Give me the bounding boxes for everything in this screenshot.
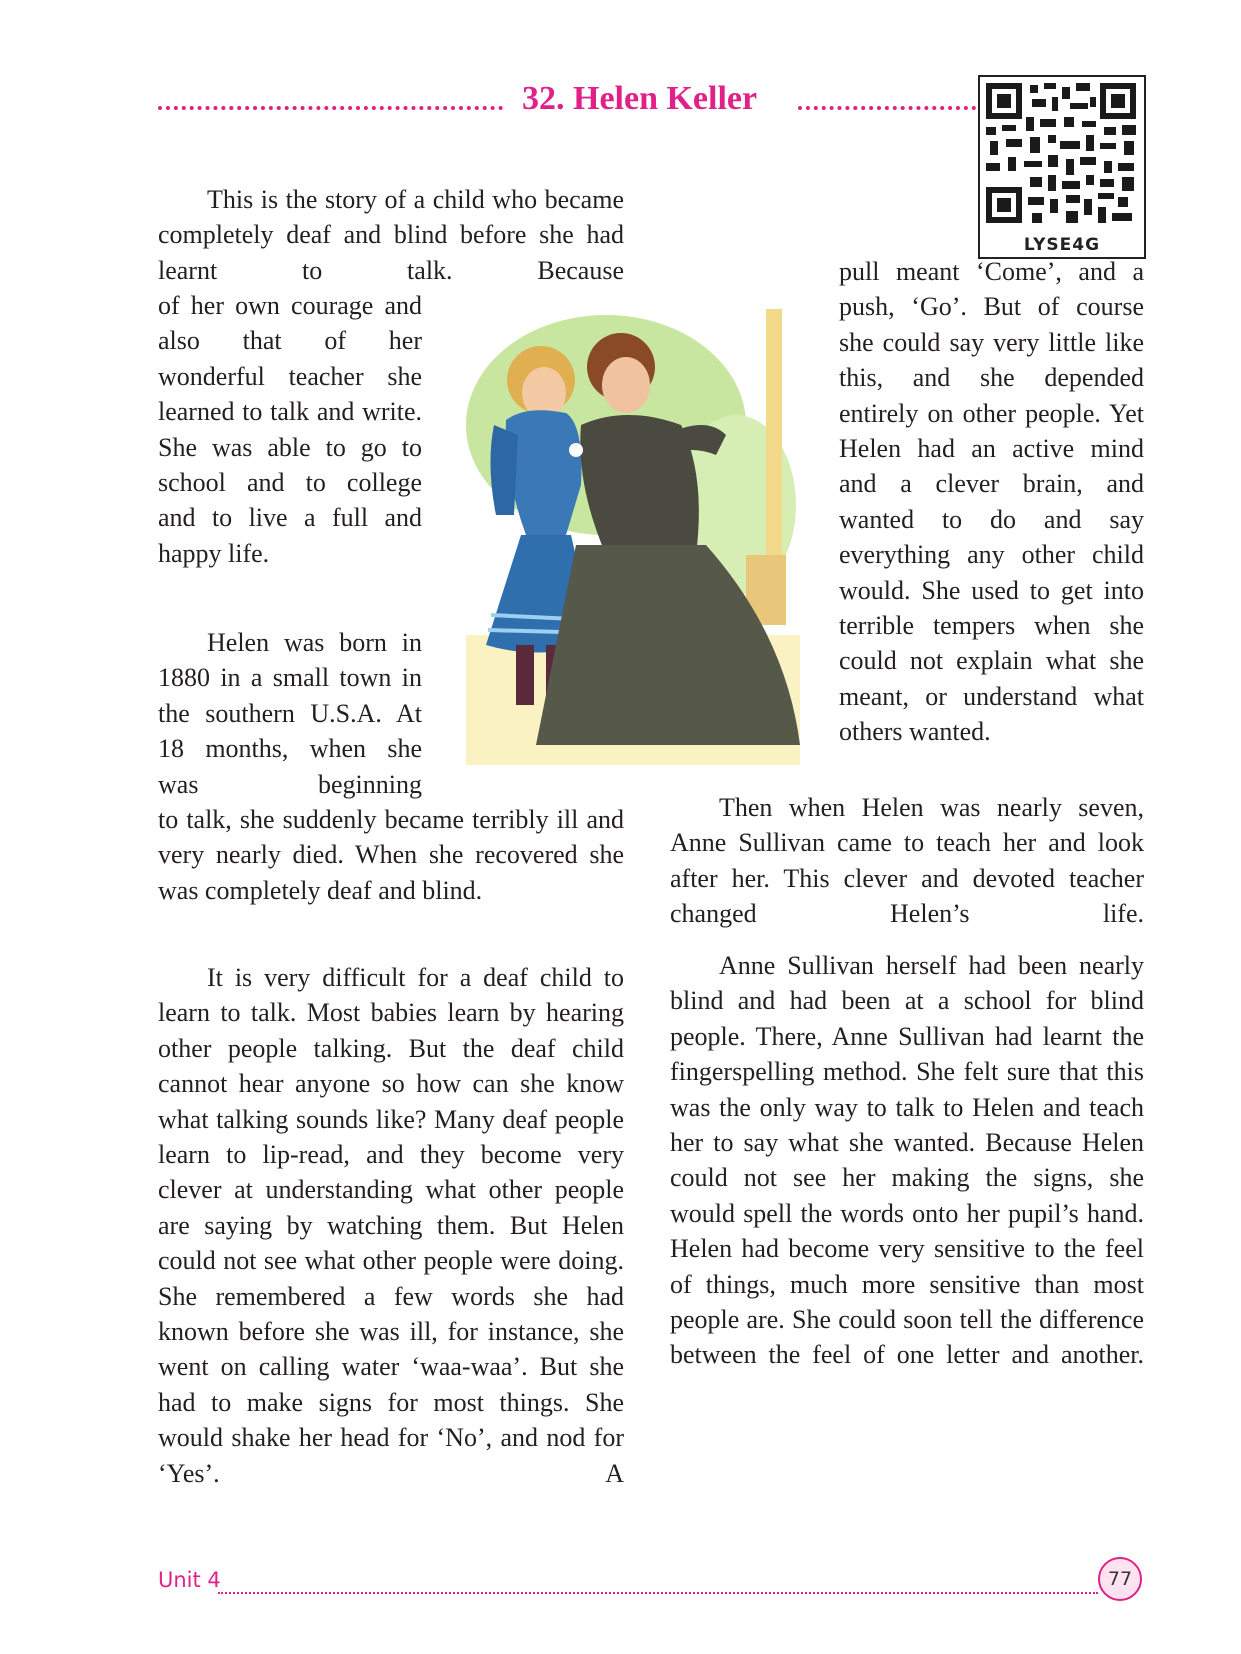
paragraph-1-wrap: of her own courage and also that of her wonderful teacher she learned to talk and write. She was able to go to school and to college and to live a full and happy life.: [158, 291, 422, 568]
title-dots-left: [158, 106, 503, 110]
page-number: 77: [1098, 1557, 1142, 1601]
paragraph-3: It is very difficult for a deaf child to learn to talk. Most babies learn by hearing other people talking. But the deaf child cannot hear anyone so how can she know what talking sounds like? Many deaf people learn to lip-read, and they become very clever at understanding what other people are saying by watching them. But Helen could not see what other people were doing. She remembered a few words she had known before she was ill, for instance, she went on calling water ‘waa-waa’. But she had to make signs for most things. She would shake her head for ‘No’, and nod for ‘Yes’. A: [158, 963, 624, 1488]
paragraph-1-top: This is the story of a child who became completely deaf and blind before she had learnt to talk. Because: [158, 185, 624, 285]
paragraph-6: Anne Sullivan herself had been nearly blind and had been at a school for blind people. There, Anne Sullivan had learnt the fingerspelling method. She felt sure that this was the only way to talk to Helen and teach her to say what she wanted. Because Helen could not see her making the signs, she would spell the words onto her pupil’s hand. Helen had become very sensitive to the feel of things, much more sensitive than most people are. She could soon tell the difference between the feel of one letter and another.: [670, 951, 1144, 1370]
title-dots-right: [798, 106, 976, 110]
qr-code: [978, 75, 1146, 259]
title-row: [158, 82, 978, 122]
paragraph-2-wrap: Helen was born in 1880 in a small town in the southern U.S.A. At 18 months, when she was beginning: [158, 628, 422, 799]
qr-pattern-icon: [986, 83, 1136, 223]
unit-label: Unit 4: [158, 1568, 221, 1592]
helen-teacher-illustration-icon: [466, 305, 800, 765]
paragraph-4: pull meant ‘Come’, and a push, ‘Go’. But of course she could say very little like this, and she depended entirely on other people. Yet Helen had an active mind and a clever brain, and wanted to do and say everything any other child would. She used to get into terrible tempers when she could not explain what she meant, or understand what others wanted.: [839, 257, 1144, 747]
paragraph-2-bottom: to talk, she suddenly became terribly ill and very nearly died. When she recovered she was completely deaf and blind.: [158, 805, 624, 905]
illustration-helen-and-teacher: [466, 305, 800, 765]
page-title: 32. Helen Keller: [522, 80, 758, 117]
paragraph-5: Then when Helen was nearly seven, Anne Sullivan came to teach her and look after her. This clever and devoted teacher changed Helen’s life.: [670, 793, 1144, 929]
footer-dotted-line: [218, 1592, 1098, 1594]
qr-code-label: LYSE4G: [1023, 235, 1101, 255]
